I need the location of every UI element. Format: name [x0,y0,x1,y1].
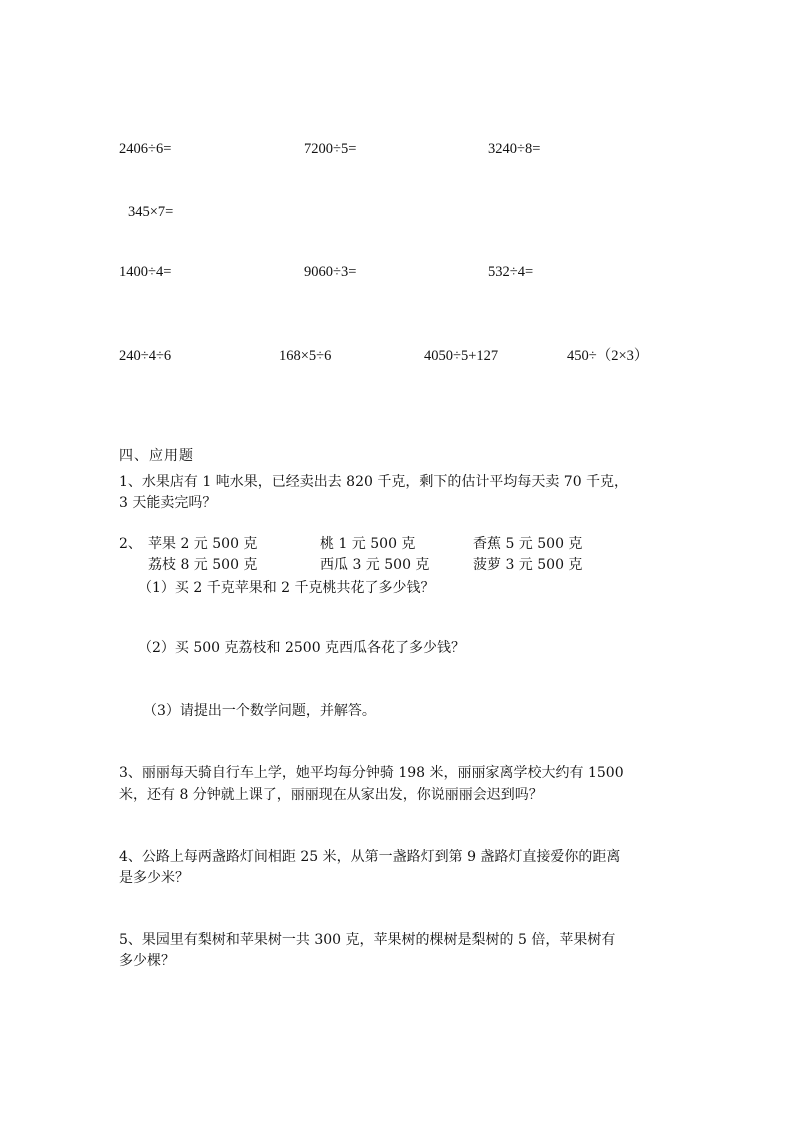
calc-item: 3240÷8= [488,141,541,157]
question-2-label: 2、 [119,536,142,552]
calc-item: 4050÷5+127 [424,348,499,364]
calc-item: 2406÷6= [119,141,172,157]
question-2-sub-2: （2）买 500 克荔枝和 2500 克西瓜各花了多少钱？ [138,640,466,656]
calc-item: 7200÷5= [304,141,357,157]
calc-item: 450÷（2×3） [567,348,649,364]
section-title: 四、应用题 [119,448,194,464]
calc-item: 240÷4÷6 [119,348,172,364]
question-2-sub-3: （3）请提出一个数学问题，并解答。 [143,703,376,719]
question-2-sub-1: （1）买 2 千克苹果和 2 千克桃共花了多少钱？ [138,580,435,596]
question-3-line-2: 米，还有 8 分钟就上课了，丽丽现在从家出发，你说丽丽会迟到吗？ [119,787,543,803]
price-item: 菠萝 3 元 500 克 [473,557,583,573]
question-4-line-2: 是多少米？ [119,870,189,886]
question-4-line-1: 4、公路上每两盏路灯间相距 25 米，从第一盏路灯到第 9 盏路灯直接爱你的距离 [119,849,621,865]
calc-item: 168×5÷6 [279,348,332,364]
calc-item: 1400÷4= [119,264,172,280]
question-1-line-1: 1、水果店有 1 吨水果，已经卖出去 820 千克，剩下的估计平均每天卖 70 千克， [119,474,629,490]
calc-item: 532÷4= [488,264,534,280]
price-item: 西瓜 3 元 500 克 [320,557,430,573]
price-item: 香蕉 5 元 500 克 [473,536,583,552]
question-1-line-2: 3 天能卖完吗？ [119,495,217,511]
question-5-line-2: 多少棵？ [119,953,175,969]
price-item: 荔枝 8 元 500 克 [148,557,258,573]
question-5-line-1: 5、果园里有梨树和苹果树一共 300 克，苹果树的棵树是梨树的 5 倍，苹果树有 [119,932,616,948]
question-3-line-1: 3、丽丽每天骑自行车上学，她平均每分钟骑 198 米，丽丽家离学校大约有 1500 [119,765,624,781]
calc-item: 9060÷3= [304,264,357,280]
price-item: 桃 1 元 500 克 [320,536,416,552]
price-item: 苹果 2 元 500 克 [148,536,258,552]
calc-item: 345×7= [128,204,174,220]
